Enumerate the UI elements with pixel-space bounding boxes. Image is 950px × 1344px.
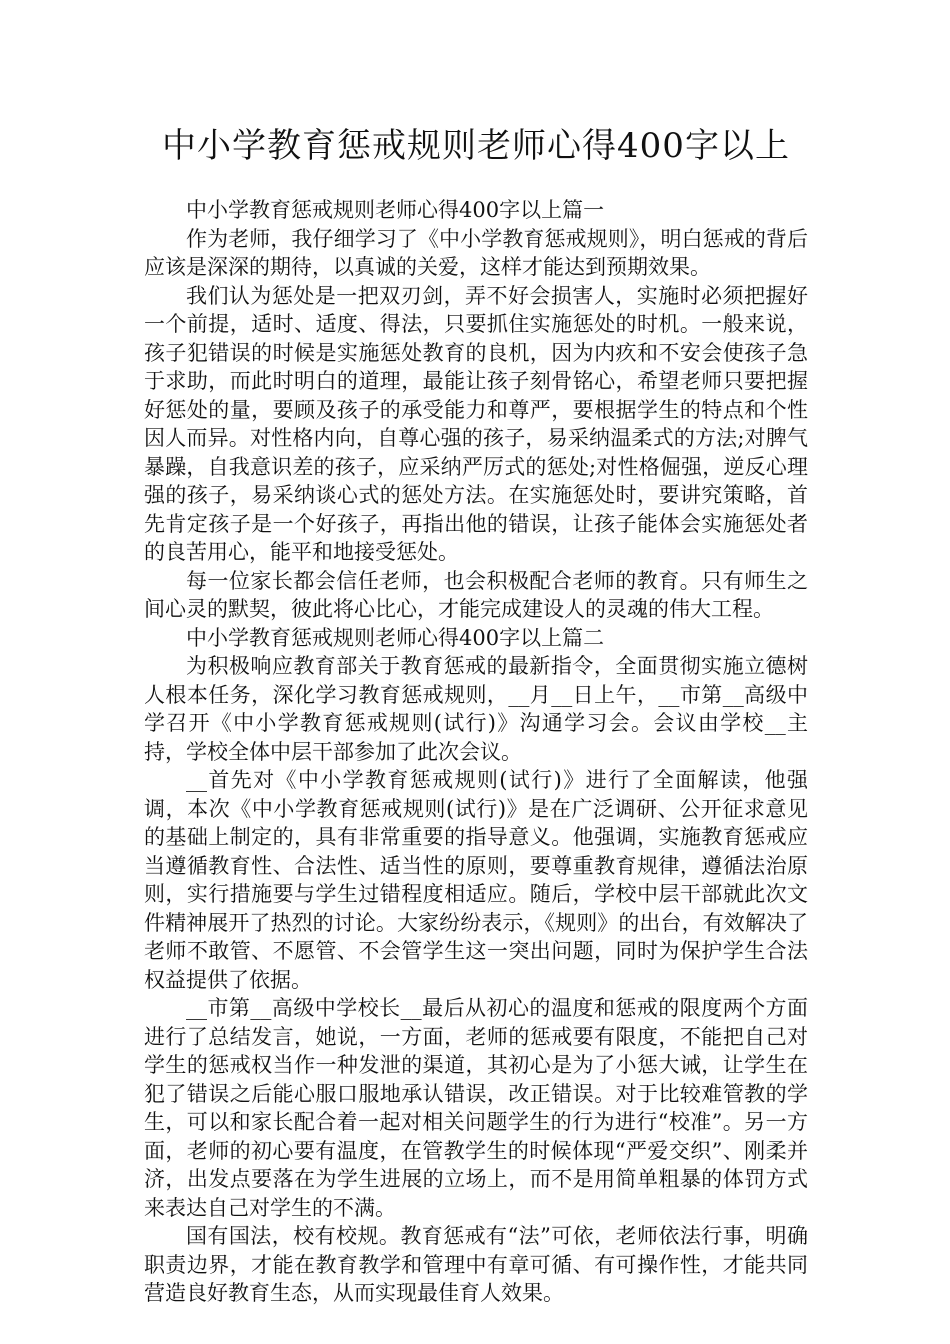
- paragraph: __市第__高级中学校长__最后从初心的温度和惩戒的限度两个方面进行了总结发言，她说，一方面，老师的惩戒要有限度，不能把自己对学生的惩戒权当作一种发泄的渠道，其初心是为了小惩大诫，让学生在犯了错误之后能心服口服地承认错误，改正错误。对于比较难管教的学生，可以和家长配合着一起对相关问题学生的行为进行“校准”。另一方面，老师的初心要有温度，在管教学生的时候体现“严爱交织”、刚柔并济，出发点要落在为学生进展的立场上，而不是用简单粗暴的体罚方式来表达自己对学生的不满。: [144, 996, 808, 1220]
- section-heading: 中小学教育惩戒规则老师心得400字以上篇二: [186, 625, 605, 650]
- section-heading: 中小学教育惩戒规则老师心得400字以上篇一: [186, 198, 605, 222]
- paragraph: 作为老师，我仔细学习了《中小学教育惩戒规则》，明白惩戒的背后应该是深深的期待，以真诚的关爱，这样才能达到预期效果。: [144, 226, 808, 279]
- paragraph: 我们认为惩处是一把双刃剑，弄不好会损害人，实施时必须把握好一个前提，适时、适度、得法，只要抓住实施惩处的时机。一般来说，孩子犯错误的时候是实施惩处教育的良机，因为内疚和不安会使孩子急于求助，而此时明白的道理，最能让孩子刻骨铭心，希望老师只要把握好惩处的量，要顾及孩子的承受能力和尊严，要根据学生的特点和个性因人而异。对性格内向，自尊心强的孩子，易采纳温柔式的方法;对脾气暴躁，自我意识差的孩子，应采纳严厉式的惩处;对性格倔强，逆反心理强的孩子，易采纳谈心式的惩处方法。在实施惩处时，要讲究策略，首先肯定孩子是一个好孩子，再指出他的错误，让孩子能体会实施惩处者的良苦用心，能平和地接受惩处。: [144, 283, 808, 564]
- paragraph: 为积极响应教育部关于教育惩戒的最新指令，全面贯彻实施立德树人根本任务，深化学习教育惩戒规则，__月__日上午，__市第__高级中学召开《中小学教育惩戒规则(试行)》沟通学习会。会议由学校__主持，学校全体中层干部参加了此次会议。: [144, 654, 808, 764]
- document-title: 中小学教育惩戒规则老师心得400字以上: [162, 126, 790, 166]
- section-1: [144, 196, 808, 624]
- paragraph: __首先对《中小学教育惩戒规则(试行)》进行了全面解读，他强调，本次《中小学教育惩戒规则(试行)》是在广泛调研、公开征求意见的基础上制定的，具有非常重要的指导意义。他强调，实施教育惩戒应当遵循教育性、合法性、适当性的原则，要尊重教育规律，遵循法治原则，实行措施要与学生过错程度相适应。随后，学校中层干部就此次文件精神展开了热烈的讨论。大家纷纷表示，《规则》的出台，有效解决了老师不敢管、不愿管、不会管学生这一突出问题，同时为保护学生合法权益提供了依据。: [144, 768, 808, 992]
- paragraph: 每一位家长都会信任老师，也会积极配合老师的教育。只有师生之间心灵的默契，彼此将心比心，才能完成建设人的灵魂的伟大工程。: [144, 568, 808, 621]
- paragraph: 国有国法，校有校规。教育惩戒有“法”可依，老师依法行事，明确职责边界，才能在教育教学和管理中有章可循、有可操作性，才能共同营造良好教育生态，从而实现最佳育人效果。: [144, 1224, 808, 1305]
- section-2: [144, 624, 808, 1308]
- document-page: [144, 118, 808, 1308]
